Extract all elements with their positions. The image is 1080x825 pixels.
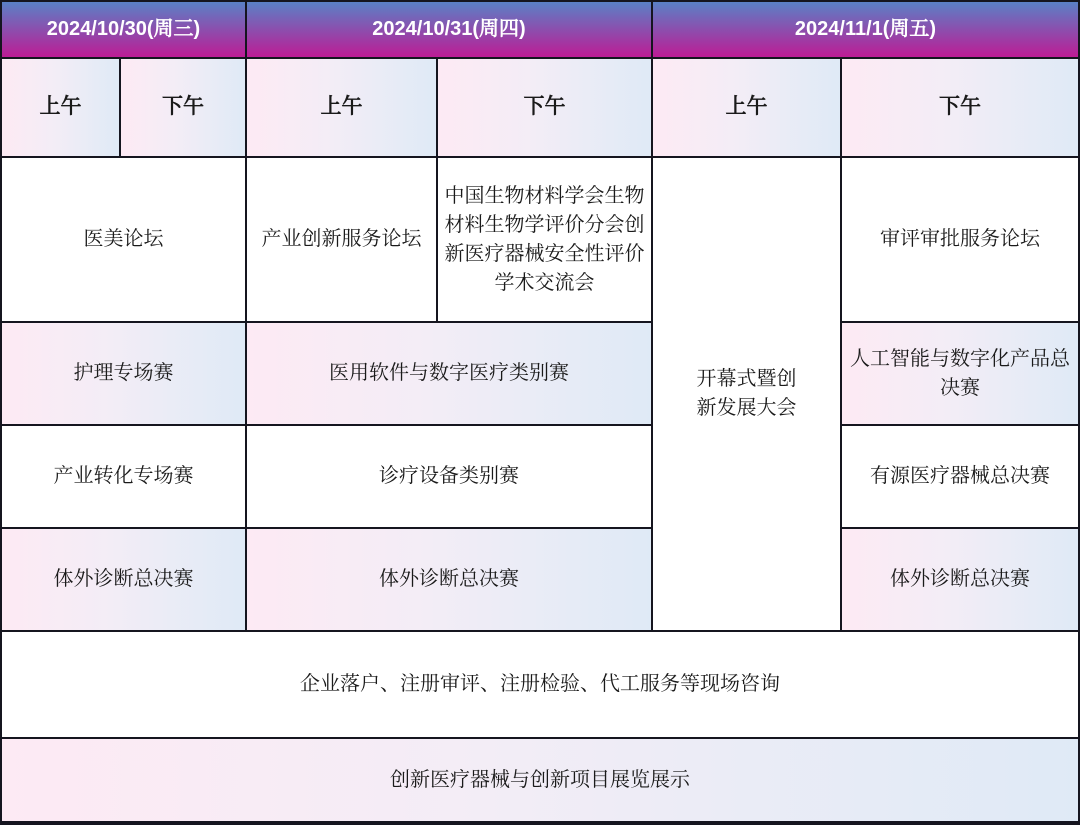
event-cell-ivd-final-day2: 体外诊断总决赛 <box>247 529 653 632</box>
event-cell-medical-aesthetics-forum: 医美论坛 <box>2 158 247 323</box>
event-cell-ai-digital-product-final: 人工智能与数字化产品总决赛 <box>842 323 1078 426</box>
am-header-day1: 上午 <box>2 59 121 158</box>
am-header-day3: 上午 <box>653 59 842 158</box>
event-cell-opening-ceremony <box>653 158 842 632</box>
am-header-day2: 上午 <box>247 59 438 158</box>
event-cell-industry-innovation-service-forum: 产业创新服务论坛 <box>247 158 438 323</box>
event-cell-ivd-final-day1: 体外诊断总决赛 <box>2 529 247 632</box>
footer-exhibition-row: 创新医疗器械与创新项目展览展示 <box>2 739 1078 821</box>
pm-header-day2: 下午 <box>438 59 653 158</box>
event-cell-nursing-competition: 护理专场赛 <box>2 323 247 426</box>
event-cell-diagnostic-equipment-category: 诊疗设备类别赛 <box>247 426 653 529</box>
event-cell-industry-transformation-competition: 产业转化专场赛 <box>2 426 247 529</box>
event-cell-ivd-final-day3: 体外诊断总决赛 <box>842 529 1078 632</box>
pm-header-day3: 下午 <box>842 59 1078 158</box>
date-header-day2: 2024/10/31(周四) <box>247 2 653 59</box>
pm-header-day1: 下午 <box>121 59 247 158</box>
date-header-day1: 2024/10/30(周三) <box>2 2 247 59</box>
event-cell-medical-software-category: 医用软件与数字医疗类别赛 <box>247 323 653 426</box>
event-cell-biomaterials-symposium: 中国生物材料学会生物材料生物学评价分会创新医疗器械安全性评价学术交流会 <box>438 158 653 323</box>
event-cell-review-approval-forum: 审评审批服务论坛 <box>842 158 1078 323</box>
date-header-day3: 2024/11/1(周五) <box>653 2 1078 59</box>
footer-consulting-row: 企业落户、注册审评、注册检验、代工服务等现场咨询 <box>2 632 1078 739</box>
opening-ceremony-label: 开幕式暨创新发展大会 <box>696 368 797 419</box>
event-cell-active-device-final: 有源医疗器械总决赛 <box>842 426 1078 529</box>
